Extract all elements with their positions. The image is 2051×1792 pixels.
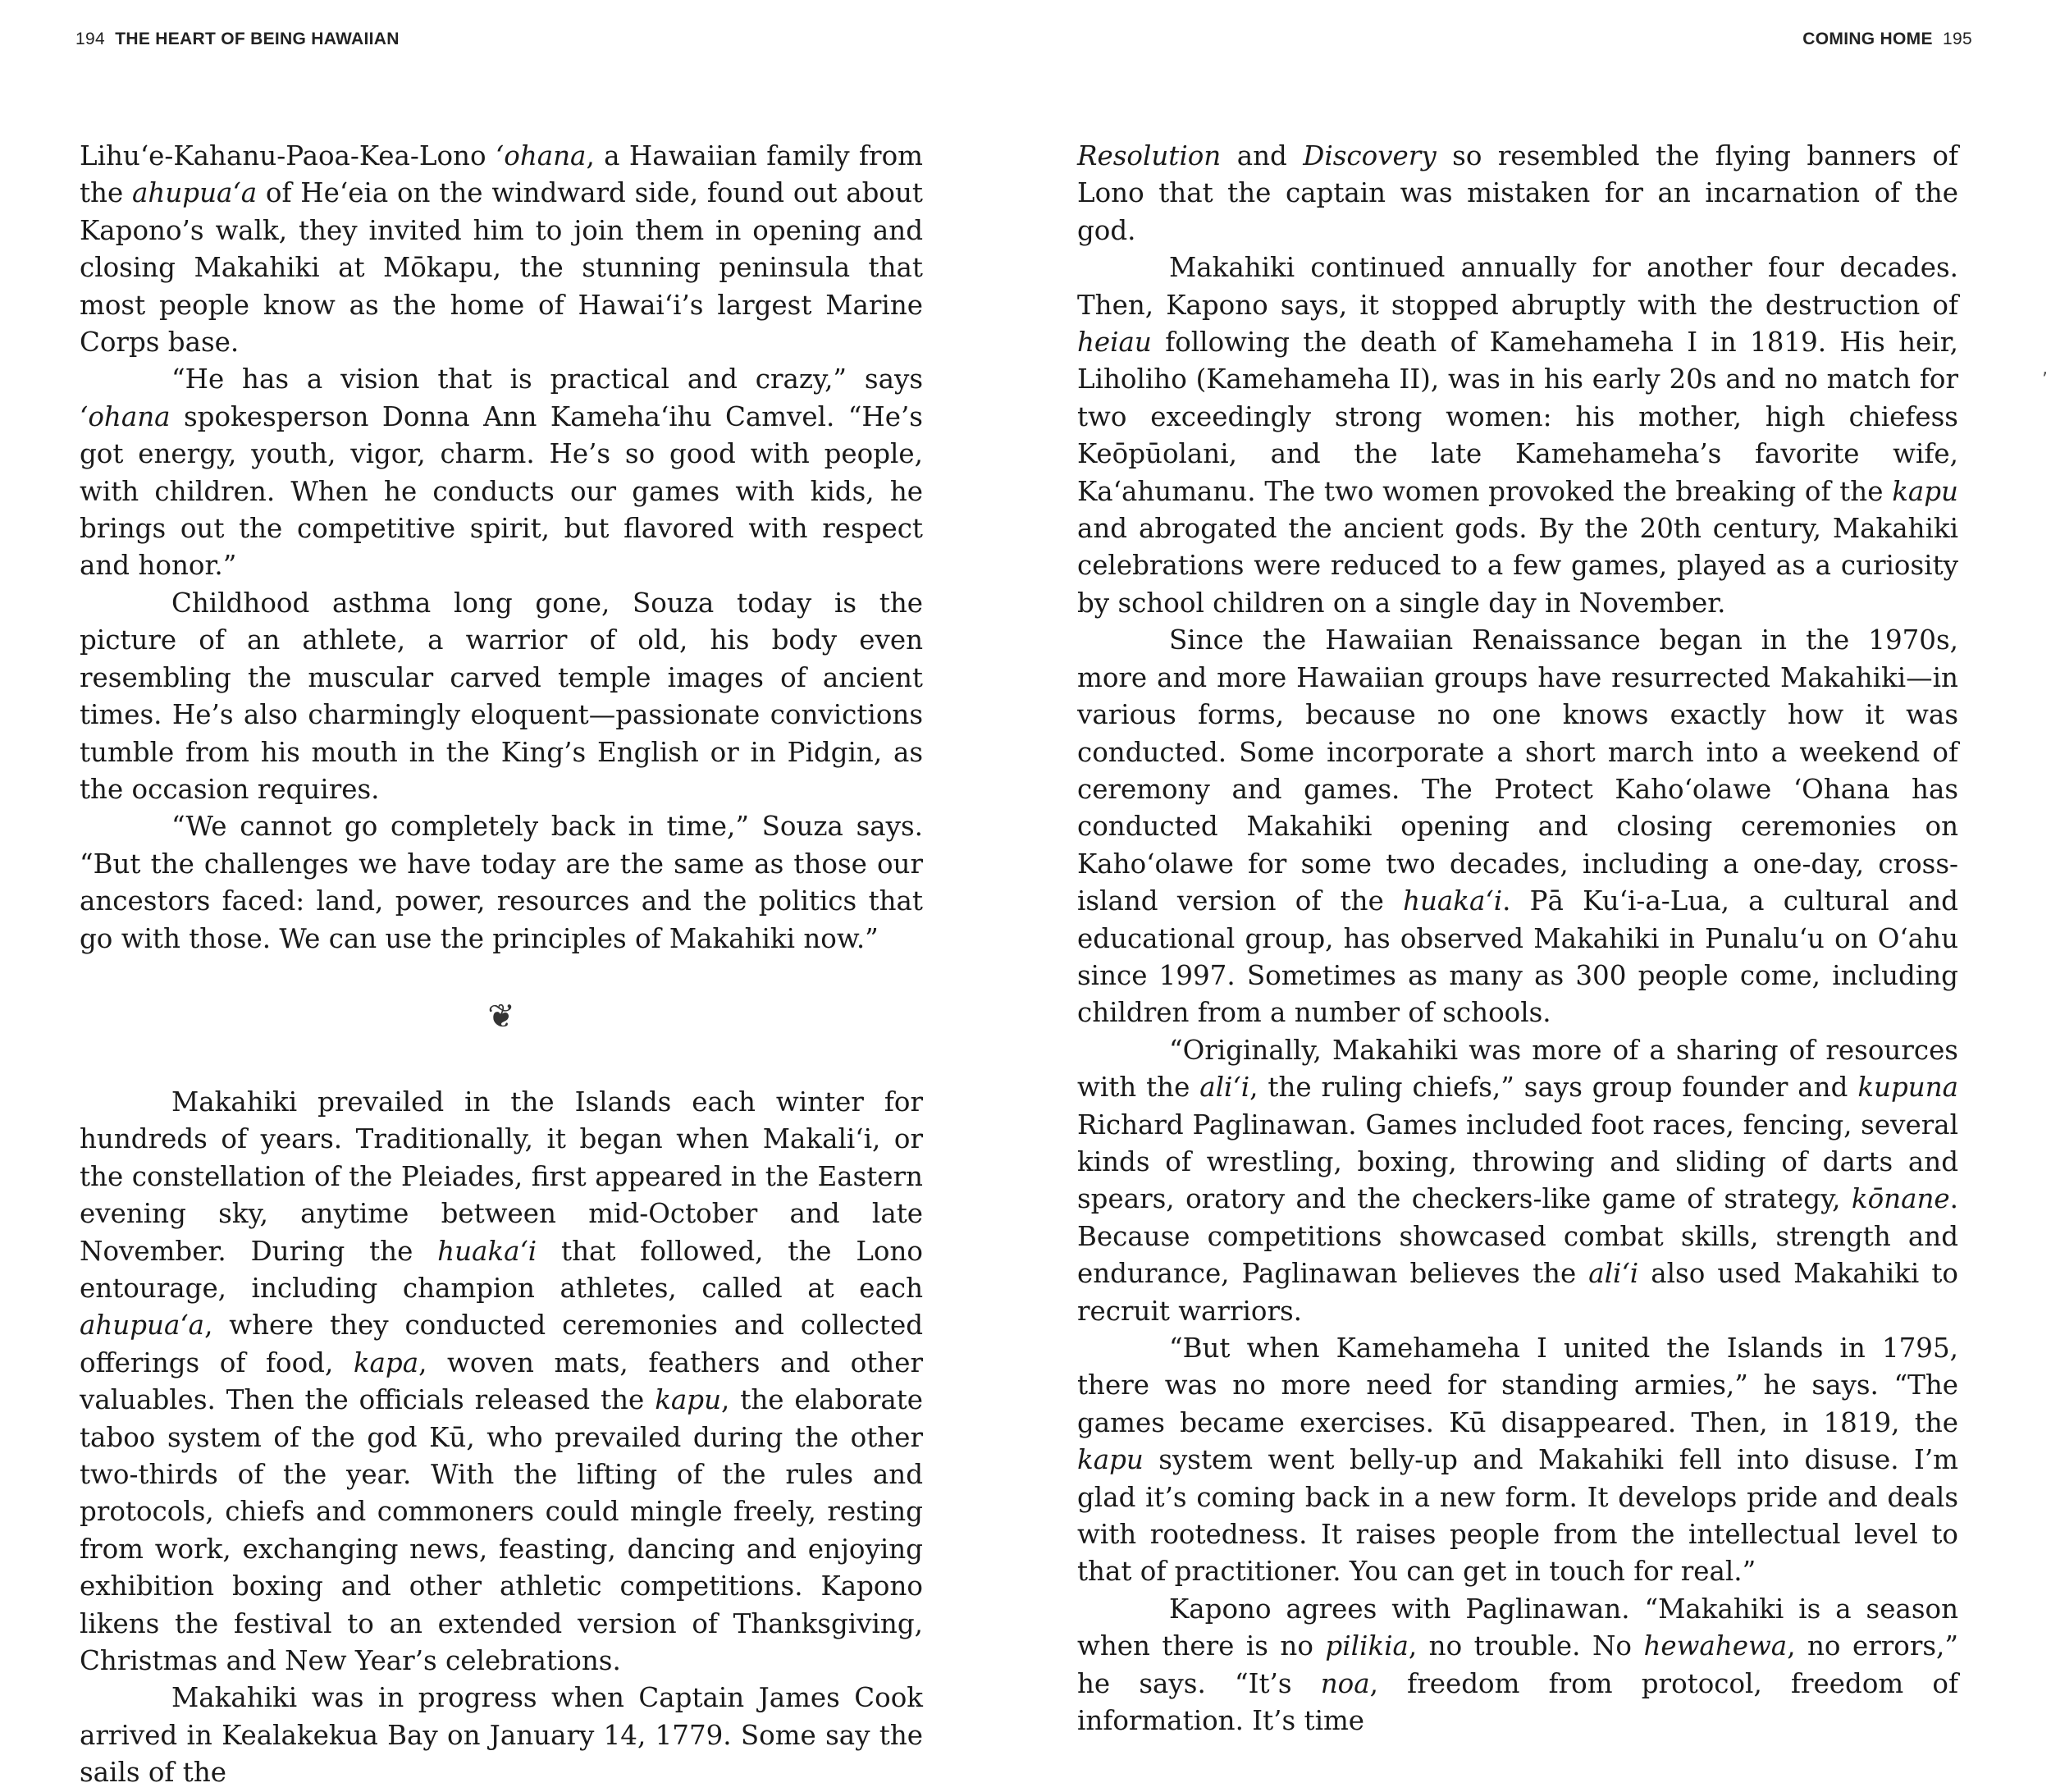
- italic-term: ahupuaʻa: [132, 177, 258, 209]
- italic-term: aliʻi: [1588, 1258, 1639, 1290]
- left-page-body: [80, 138, 923, 1792]
- text-run: , the elaborate taboo system of the god Kū, who prevailed during the other two-thirds of the year. With the lifting of the rules and protocols, chiefs and commoners could mingle freely, resting from work, exchanging news, feasting, dancing and enjoying exhibition boxing and other athletic competitions. Kapono likens the festival to an extended version of Thanksgiving, Christmas and New Year’s celebrations.: [80, 1384, 923, 1677]
- italic-term: kapu: [655, 1384, 722, 1416]
- text-run: , a Hawaiian family from the: [80, 140, 923, 209]
- italic-term: Resolution: [1077, 140, 1222, 171]
- text-run: that followed, the Lono entourage, including champion athletes, called at each: [80, 1235, 924, 1304]
- right-page-body: [1077, 138, 1958, 1739]
- text-run: and: [1221, 140, 1304, 171]
- text-run: Richard Paglinawan. Games included foot races, fencing, several kinds of wrestling, boxing, throwing and sliding of darts and spears, oratory and the checkers-like game of strategy,: [1077, 1109, 1958, 1215]
- text-run: “But when Kamehameha I united the Islands in 1795, there was no more need for standing armies,” he says. “The games became exercises. Kū disappeared. Then, in 1819, the: [1077, 1333, 1958, 1438]
- italic-term: kapa: [353, 1346, 419, 1378]
- text-run: spokesperson Donna Ann Kamehaʻihu Camvel. “He’s got energy, youth, vigor, charm. He’s so good with people, with children. When he conducts our games with kids, he brings out the competitive spirit, but flavored with respect and honor.”: [80, 400, 923, 582]
- text-run: Makahiki was in progress when Captain James Cook arrived in Kealakekua Bay on January 14, 1779. Some say the sails of the: [80, 1682, 923, 1789]
- paragraph: [1077, 1591, 1958, 1740]
- paragraph: [80, 361, 923, 584]
- running-head-title-left: THE HEART OF BEING HAWAIIAN: [115, 30, 400, 48]
- paragraph: [80, 808, 923, 958]
- text-run: Since the Hawaiian Renaissance began in the 1970s, more and more Hawaiian groups have resurrected Makahiki—in various forms, because no one knows exactly how it was conducted. Some incorporate a short march into a weekend of ceremony and games. The Protect Kahoʻolawe ʻOhana has conducted Makahiki opening and closing ceremonies on Kahoʻolawe for some two decades, including a one-day, cross-island version of the: [1077, 624, 1958, 917]
- text-run: Childhood asthma long gone, Souza today is the picture of an athlete, a warrior of old, his body even resembling the muscular carved temple images of ancient times. He’s also charmingly eloquent—passionate convictions tumble from his mouth in the King’s English or in Pidgin, as the occasion requires.: [80, 587, 923, 805]
- italic-term: noa: [1320, 1667, 1370, 1699]
- italic-term: ʻohana: [495, 140, 587, 171]
- left-page: [0, 0, 1026, 1789]
- italic-term: kupuna: [1857, 1072, 1958, 1104]
- page-number-right: 195: [1943, 30, 1972, 48]
- text-run: , freedom from protocol, freedom of information. It’s time: [1077, 1667, 1959, 1737]
- text-run: so resembled the flying banners of Lono that the captain was mistaken for an incarnation of the god.: [1077, 140, 1958, 246]
- text-run: , no trouble. No: [1408, 1630, 1644, 1662]
- scan-mark-icon: ‚: [2042, 359, 2048, 379]
- text-run: , woven mats, feathers and other valuables. Then the officials released the: [80, 1346, 923, 1416]
- italic-term: hewahewa: [1643, 1630, 1788, 1662]
- italic-term: ʻohana: [80, 400, 171, 432]
- text-run: Kapono agrees with Paglinawan. “Makahiki is a season when there is no: [1077, 1593, 1958, 1662]
- paragraph: [80, 1084, 923, 1680]
- italic-term: heiau: [1077, 327, 1152, 359]
- text-run: also used Makahiki to recruit warriors.: [1077, 1258, 1958, 1327]
- page-number-left: 194: [75, 30, 105, 48]
- text-run: , no errors,” he says. “It’s: [1077, 1630, 1959, 1699]
- italic-term: kōnane: [1851, 1183, 1950, 1215]
- paragraph: [1077, 1330, 1958, 1591]
- text-run: “Originally, Makahiki was more of a sharing of resources with the: [1077, 1034, 1958, 1104]
- text-run: following the death of Kamehameha I in 1819. His heir, Liholiho (Kamehameha II), was in his early 20s and no match for two exceedingly strong women: his mother, high chiefess Keōpūolani, and the late Kamehameha’s favorite wife, Kaʻahumanu. The two women provoked the breaking of the: [1077, 327, 1958, 507]
- text-run: of Heʻeia on the windward side, found out about Kapono’s walk, they invited him to join them in opening and closing Makahiki at Mōkapu, the stunning peninsula that most people know as the home of Hawaiʻi’s largest Marine Corps base.: [80, 177, 923, 359]
- italic-term: huakaʻi: [437, 1235, 537, 1267]
- text-run: “We cannot go completely back in time,” Souza says. “But the challenges we have today are the same as those our ancestors faced: land, power, resources and the politics that go with those. We can use the principles of Makahiki now.”: [80, 811, 923, 954]
- text-run: Makahiki continued annually for another four decades. Then, Kapono says, it stopped abruptly with the destruction of: [1077, 252, 1958, 321]
- text-run: system went belly-up and Makahiki fell into disuse. I’m glad it’s coming back in a new form. It develops pride and deals with rootedness. It raises people from the intellectual level to that of practitioner. You can get in touch for real.”: [1077, 1444, 1958, 1588]
- paragraph: [80, 585, 923, 808]
- italic-term: Discovery: [1303, 140, 1437, 171]
- text-run: , where they conducted ceremonies and collected offerings of food,: [80, 1310, 923, 1378]
- right-page-paragraphs: [1077, 138, 1958, 1739]
- running-head-right: [1802, 30, 1972, 49]
- running-head-left: [75, 30, 400, 49]
- paragraph: [80, 1680, 923, 1791]
- running-head-title-right: COMING HOME: [1802, 30, 1933, 48]
- text-run: . Pā Kuʻi-a-Lua, a cultural and educational group, has observed Makahiki in Punaluʻu on Oʻahu since 1997. Sometimes as many as 300 people come, including children from a number of schools.: [1077, 885, 1958, 1029]
- italic-term: ahupuaʻa: [80, 1310, 205, 1342]
- text-run: “He has a vision that is practical and crazy,” says: [171, 363, 923, 395]
- italic-term: pilikia: [1325, 1630, 1409, 1662]
- paragraph: [1077, 249, 1958, 622]
- paragraph: [80, 138, 923, 361]
- right-page: [1026, 0, 2051, 1737]
- section-two: [80, 1084, 923, 1792]
- text-run: and abrogated the ancient gods. By the 20th century, Makahiki celebrations were reduced to a few games, played as a curiosity by school children on a single day in November.: [1077, 513, 1958, 619]
- paragraph: [1077, 138, 1958, 249]
- section-break-ornament-icon: ❦: [487, 997, 515, 1035]
- text-run: Lihuʻe-Kahanu-Paoa-Kea-Lono: [80, 140, 496, 171]
- paragraph: [1077, 1032, 1958, 1330]
- section-one: [80, 138, 923, 958]
- italic-term: aliʻi: [1199, 1072, 1250, 1104]
- italic-term: kapu: [1892, 475, 1958, 507]
- text-run: . Because competitions showcased combat skills, strength and endurance, Paglinawan believes the: [1077, 1183, 1958, 1290]
- text-run: Makahiki prevailed in the Islands each winter for hundreds of years. Traditionally, it began when Makaliʻi, or the constellation of the Pleiades, first appeared in the Eastern evening sky, anytime between mid-October and late November. During the: [80, 1086, 923, 1267]
- text-run: , the ruling chiefs,” says group founder and: [1249, 1072, 1858, 1104]
- paragraph: [1077, 622, 1958, 1031]
- italic-term: kapu: [1077, 1444, 1144, 1476]
- italic-term: huakaʻi: [1403, 885, 1503, 917]
